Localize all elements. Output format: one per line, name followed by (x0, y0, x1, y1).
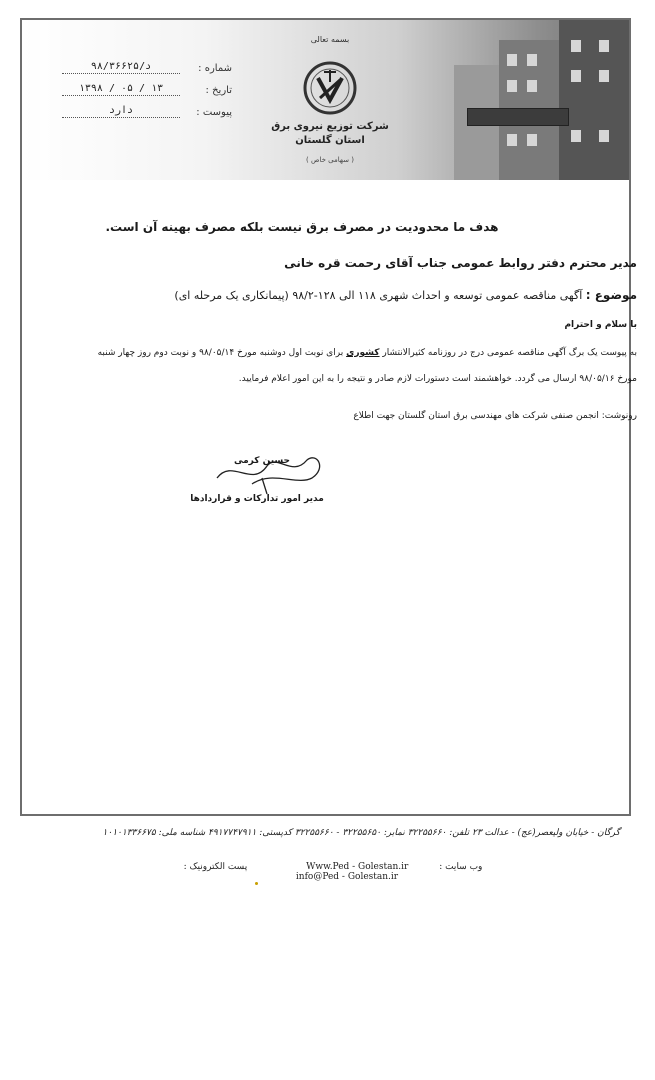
company-name: شرکت توزیع نیروی برق استان گلستان (271, 121, 389, 146)
date-value: ۱۳۹۸ / ۰۵ / ۱۳ (62, 83, 180, 96)
number-value: ۹۸/د/۳۶۶۲۵ (62, 61, 180, 74)
website[interactable]: وب سایت : Www.Ped - Golestan.ir (306, 862, 483, 872)
subject-text: آگهی مناقصه عمومی توسعه و احداث شهری ۱۱۸ الی ۱۲۸-۹۸/۲ (پیمانکاری یک مرحله ای) (174, 289, 583, 302)
email[interactable]: پست الکترونیک : info@Ped - Golestan.ir (183, 862, 399, 882)
subject (67, 288, 637, 302)
ink-dot (255, 882, 258, 885)
attachment-value: دارد (62, 105, 180, 118)
signatory-title: مدیر امور تدارکات و قراردادها (190, 494, 324, 504)
building-image (559, 20, 629, 180)
greeting: با سلام و احترام (564, 320, 637, 330)
date-label: تاریخ : (205, 85, 232, 96)
newspaper-scope: کشوری (346, 348, 380, 358)
bismillah: بسمه تعالی (310, 35, 350, 44)
number-label: شماره : (198, 63, 232, 74)
attachment-row (62, 96, 232, 118)
footer-address: گرگان - خیابان ولیعصر(عج) - عدالت ۲۳ تلفن: ۳۲۲۵۵۶۶۰ نمابر: ۳۲۲۵۵۶۵۰ - ۳۲۲۵۵۶۶۰ کدپستی: ۴۹۱۷۷۴۷۹۱۱ شناسه ملی: ۱۰۱۰۱۳۳۶۶۷۵ (102, 828, 620, 838)
letter-sheet (20, 18, 637, 816)
attachment-label: پیوست : (196, 107, 232, 118)
company-type: ( سهامی خاص ) (306, 156, 354, 164)
subject-label: موضوع : (585, 288, 637, 302)
carbon-copy: رونوشت: انجمن صنفی شرکت های مهندسی برق استان گلستان جهت اطلاع (353, 411, 637, 421)
date-row (62, 74, 232, 96)
signatory-name: حسین کرمی (233, 456, 291, 466)
slogan: هدف ما محدودیت در مصرف برق نیست بلکه مصرف بهینه آن است. (105, 220, 499, 234)
number-row (62, 52, 232, 74)
letter-meta (62, 52, 232, 118)
footer-contacts (140, 862, 540, 882)
recipient: مدیر محترم دفتر روابط عمومی جناب آقای رحمت قره خانی (284, 256, 637, 270)
power-company-logo-icon (302, 60, 358, 116)
storefront-sign (467, 108, 569, 126)
letter-body: به پیوست یک برگ آگهی مناقصه عمومی درج در روزنامه کثیرالانتشار کشوری برای نوبت اول دوشنبه مورخ ۹۸/۰۵/۱۴ و نوبت دوم روز چهار شنبه مورخ ۹۸/۰۵/۱۶ ارسال می گردد. خواهشمند است دستورات لازم صادر و نتیجه را به این امور اعلام فرمایید. (97, 348, 637, 384)
